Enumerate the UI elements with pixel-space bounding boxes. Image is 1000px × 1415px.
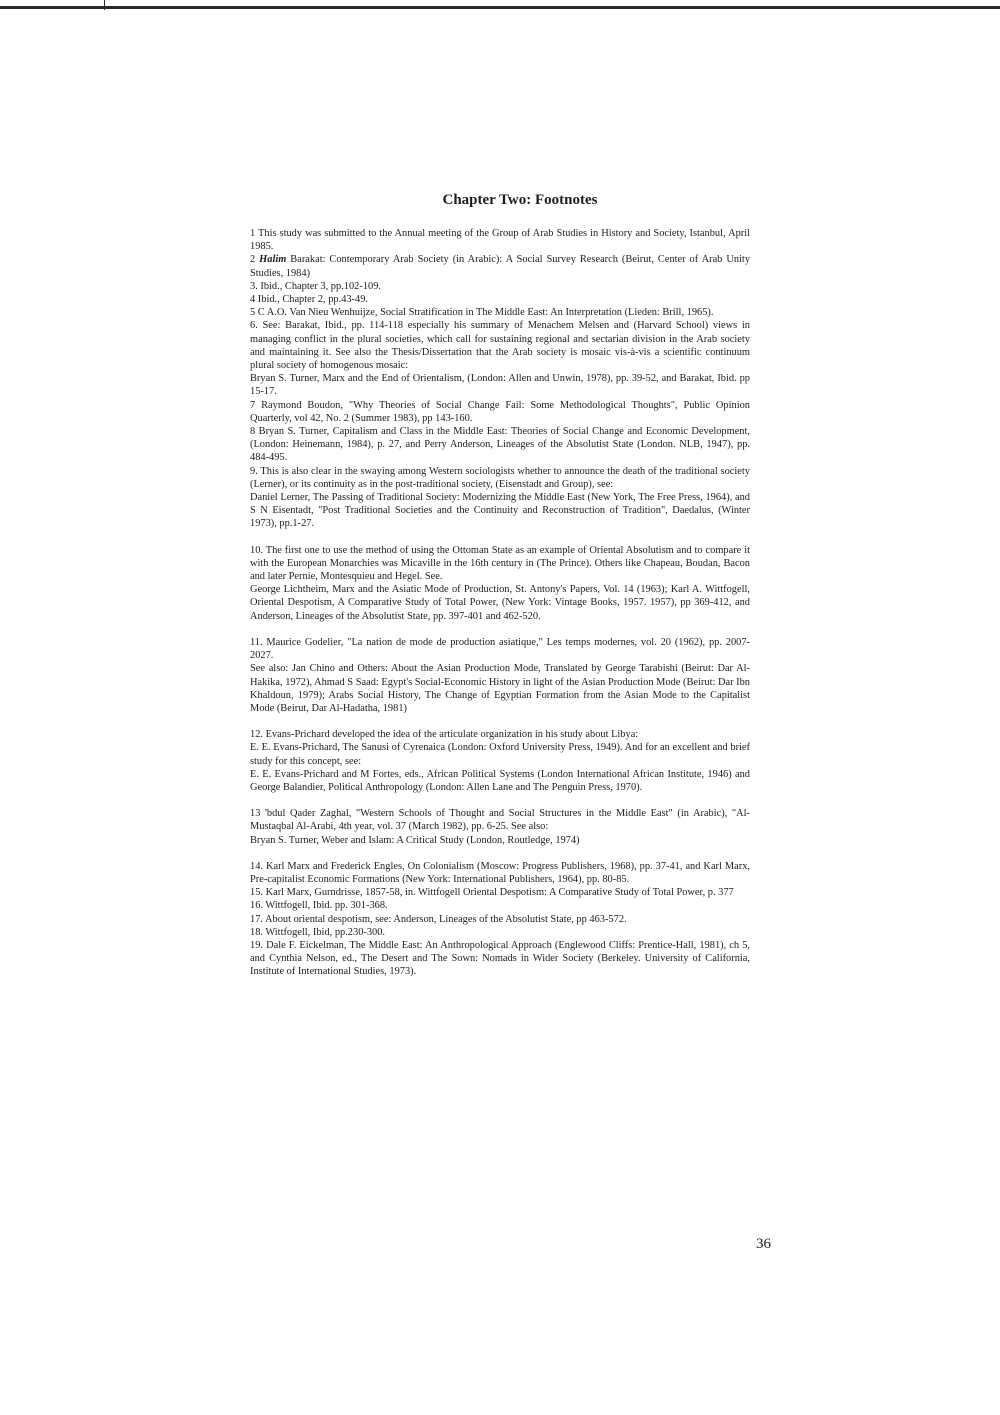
footnote-paragraph: 4 Ibid., Chapter 2, pp.43-49. [250, 294, 369, 306]
footnote-paragraph: See also: Jan Chino and Others: About the Asian Production Mode, Translated by George Tarabishi (Beirut: Dar Al-Hakika, 1972), Ahmad S Saad: Egypt's Social-Economic History in light of the Asian Production Mode (Beirut: Dar Ibn Khaldoun, 1979); Arabs Social History, The Change of Egyptian Formation from the Asian Mode to the Capitalist Mode (Beirut, Dar Al-Hadatha, 1981) [250, 663, 750, 714]
footnote-paragraph: 7 Raymond Boudon, "Why Theories of Social Change Fail: Some Methodological Thoughts", Public Opinion Quarterly, vol 42, No. 2 (Summer 1983), pp 143-160. [250, 399, 750, 424]
footnote-paragraph: 8 Bryan S. Turner, Capitalism and Class in the Middle East: Theories of Social Change and Economic Development, (London: Heinemann, 1984), p. 27, and Perry Anderson, Lineages of the Absolutist State (London. NLB, 1947), pp. 484-495. [250, 426, 750, 464]
footnote-paragraph: 2 Halim Barakat: Contemporary Arab Society (in Arabic): A Social Survey Research (Beirut, Center of Arab Unity Studies, 1984) [250, 254, 751, 279]
scan-top-rule [0, 6, 1000, 9]
footnote-paragraph: George Lichtheim, Marx and the Asiatic Mode of Production, St. Antony's Papers, Vol. 14 (1963); Karl A. Wittfogell, Oriental Despotism, A Comparative Study of Total Power, (New York: Vintage Books, 1957. 1957), pp 369-412, and Anderson, Lineages of the Absolutist State, pp. 397-401 and 462-520. [250, 584, 750, 622]
footnote-paragraph: 18. Wittfogell, Ibid, pp.230-300. [250, 926, 386, 938]
footnote-paragraph: 9. This is also clear in the swaying among Western sociologists whether to announce the death of the traditional society (Lerner), or its continuity as in the post-traditional society, (Eisenstadt and Group), see: [250, 465, 750, 490]
footnote-paragraph: Daniel Lerner, The Passing of Traditional Society: Modernizing the Middle East (New York, The Free Press, 1964), and S N Eisentadt, "Post Traditional Societies and the Continuity and Reconstruction of Tradition", Daedalus, (Winter 1973), pp.1-27. [250, 492, 750, 530]
footnote-paragraph: 19. Dale F. Eickelman, The Middle East: An Anthropological Approach (Englewood Cliffs: Prentice-Hall, 1981), ch 5, and Cynthia Nelson, ed., The Desert and The Sown: Nomads in Wider Society (Berkeley. University of California, Institute of International Studies, 1973). [250, 939, 750, 978]
page-number: 36 [756, 1236, 771, 1252]
footnote-paragraph: Bryan S. Turner, Marx and the End of Orientalism, (London: Allen and Unwin, 1978), pp. 39-52, and Barakat, Ibid. pp 15-17. [250, 373, 750, 398]
footnotes-list [250, 227, 750, 979]
footnote-paragraph: 6. See: Barakat, Ibid., pp. 114-118 especially his summary of Menachem Melsen and (Harvard School) views in managing conflict in the plural societies, which call for sustaining regional and sectarian division in the Arab society and maintaining it. See also the Thesis/Dissertation that the Arab society is mosaic vis-à-vis a scientific continuum plural society of homogenous mosaic: [250, 320, 750, 372]
footnote-paragraph: 1 This study was submitted to the Annual meeting of the Group of Arab Studies in History and Society, Istanbul, April 1985. [250, 228, 750, 253]
footnote-paragraph: 3. Ibid., Chapter 3, pp.102-109. [250, 280, 382, 292]
footnote-paragraph: E. E. Evans-Prichard and M Fortes, eds., African Political Systems (London International African Institute, 1946) and George Balandier, Political Anthropology (London: Allen Lane and The Penguin Press, 1970). [250, 768, 750, 793]
footnote-paragraph: 11. Maurice Godelier, "La nation de mode de production asiatique," Les temps modernes, vol. 20 (1962), pp. 2007-2027. [250, 636, 750, 662]
footnote-paragraph: 17. About oriental despotism, see: Anderson, Lineages of the Absolutist State, pp 463-572. [250, 913, 627, 925]
footnote-paragraph: 13 'bdul Qader Zaghal, "Western Schools of Thought and Social Structures in the Middle East" (in Arabic), "Al-Mustaqbal Al-Arabi, 4th year, vol. 37 (March 1982), pp. 6-25. See also: [250, 808, 750, 833]
emphasized-name: Halim [259, 254, 287, 266]
footnote-paragraph: E. E. Evans-Prichard, The Sanusi of Cyrenaica (London: Oxford University Press, 1949). And for an excellent and brief study for this concept, see: [250, 742, 750, 767]
footnote-paragraph: 10. The first one to use the method of using the Ottoman State as an example of Oriental Absolutism and to compare it with the European Monarchies was Micaville in the 16th century in (The Prince). Others like Chapeau, Boudan, Bacon and later Pernie, Montesquieu and Hegel. See. [250, 544, 750, 583]
footnote-paragraph: 16. Wittfogell, Ibid. pp. 301-368. [250, 900, 388, 912]
footnote-paragraph: 5 C A.O. Van Nieu Wenhuijze, Social Stratification in The Middle East: An Interpretation (Lieden: Brill, 1965). [250, 307, 714, 319]
footnote-paragraph: 15. Karl Marx, Gurndrisse, 1857-58, in. Wittfogell Oriental Despotism: A Comparative Study of Total Power, p. 377 [250, 887, 734, 899]
footnote-paragraph: Bryan S. Turner, Weber and Islam: A Critical Study (London, Routledge, 1974) [250, 834, 580, 846]
page-title: Chapter Two: Footnotes [442, 192, 598, 208]
footnote-paragraph: 12. Evans-Prichard developed the idea of the articulate organization in his study about Libya: [250, 729, 639, 741]
scan-top-rule-tick [104, 0, 105, 10]
footnote-paragraph: 14. Karl Marx and Frederick Engles, On Colonialism (Moscow: Progress Publishers, 1968), pp. 37-41, and Karl Marx, Pre-capitalist Economic Formations (New York: International Publishers, 1964), pp. 80-85. [250, 860, 750, 885]
